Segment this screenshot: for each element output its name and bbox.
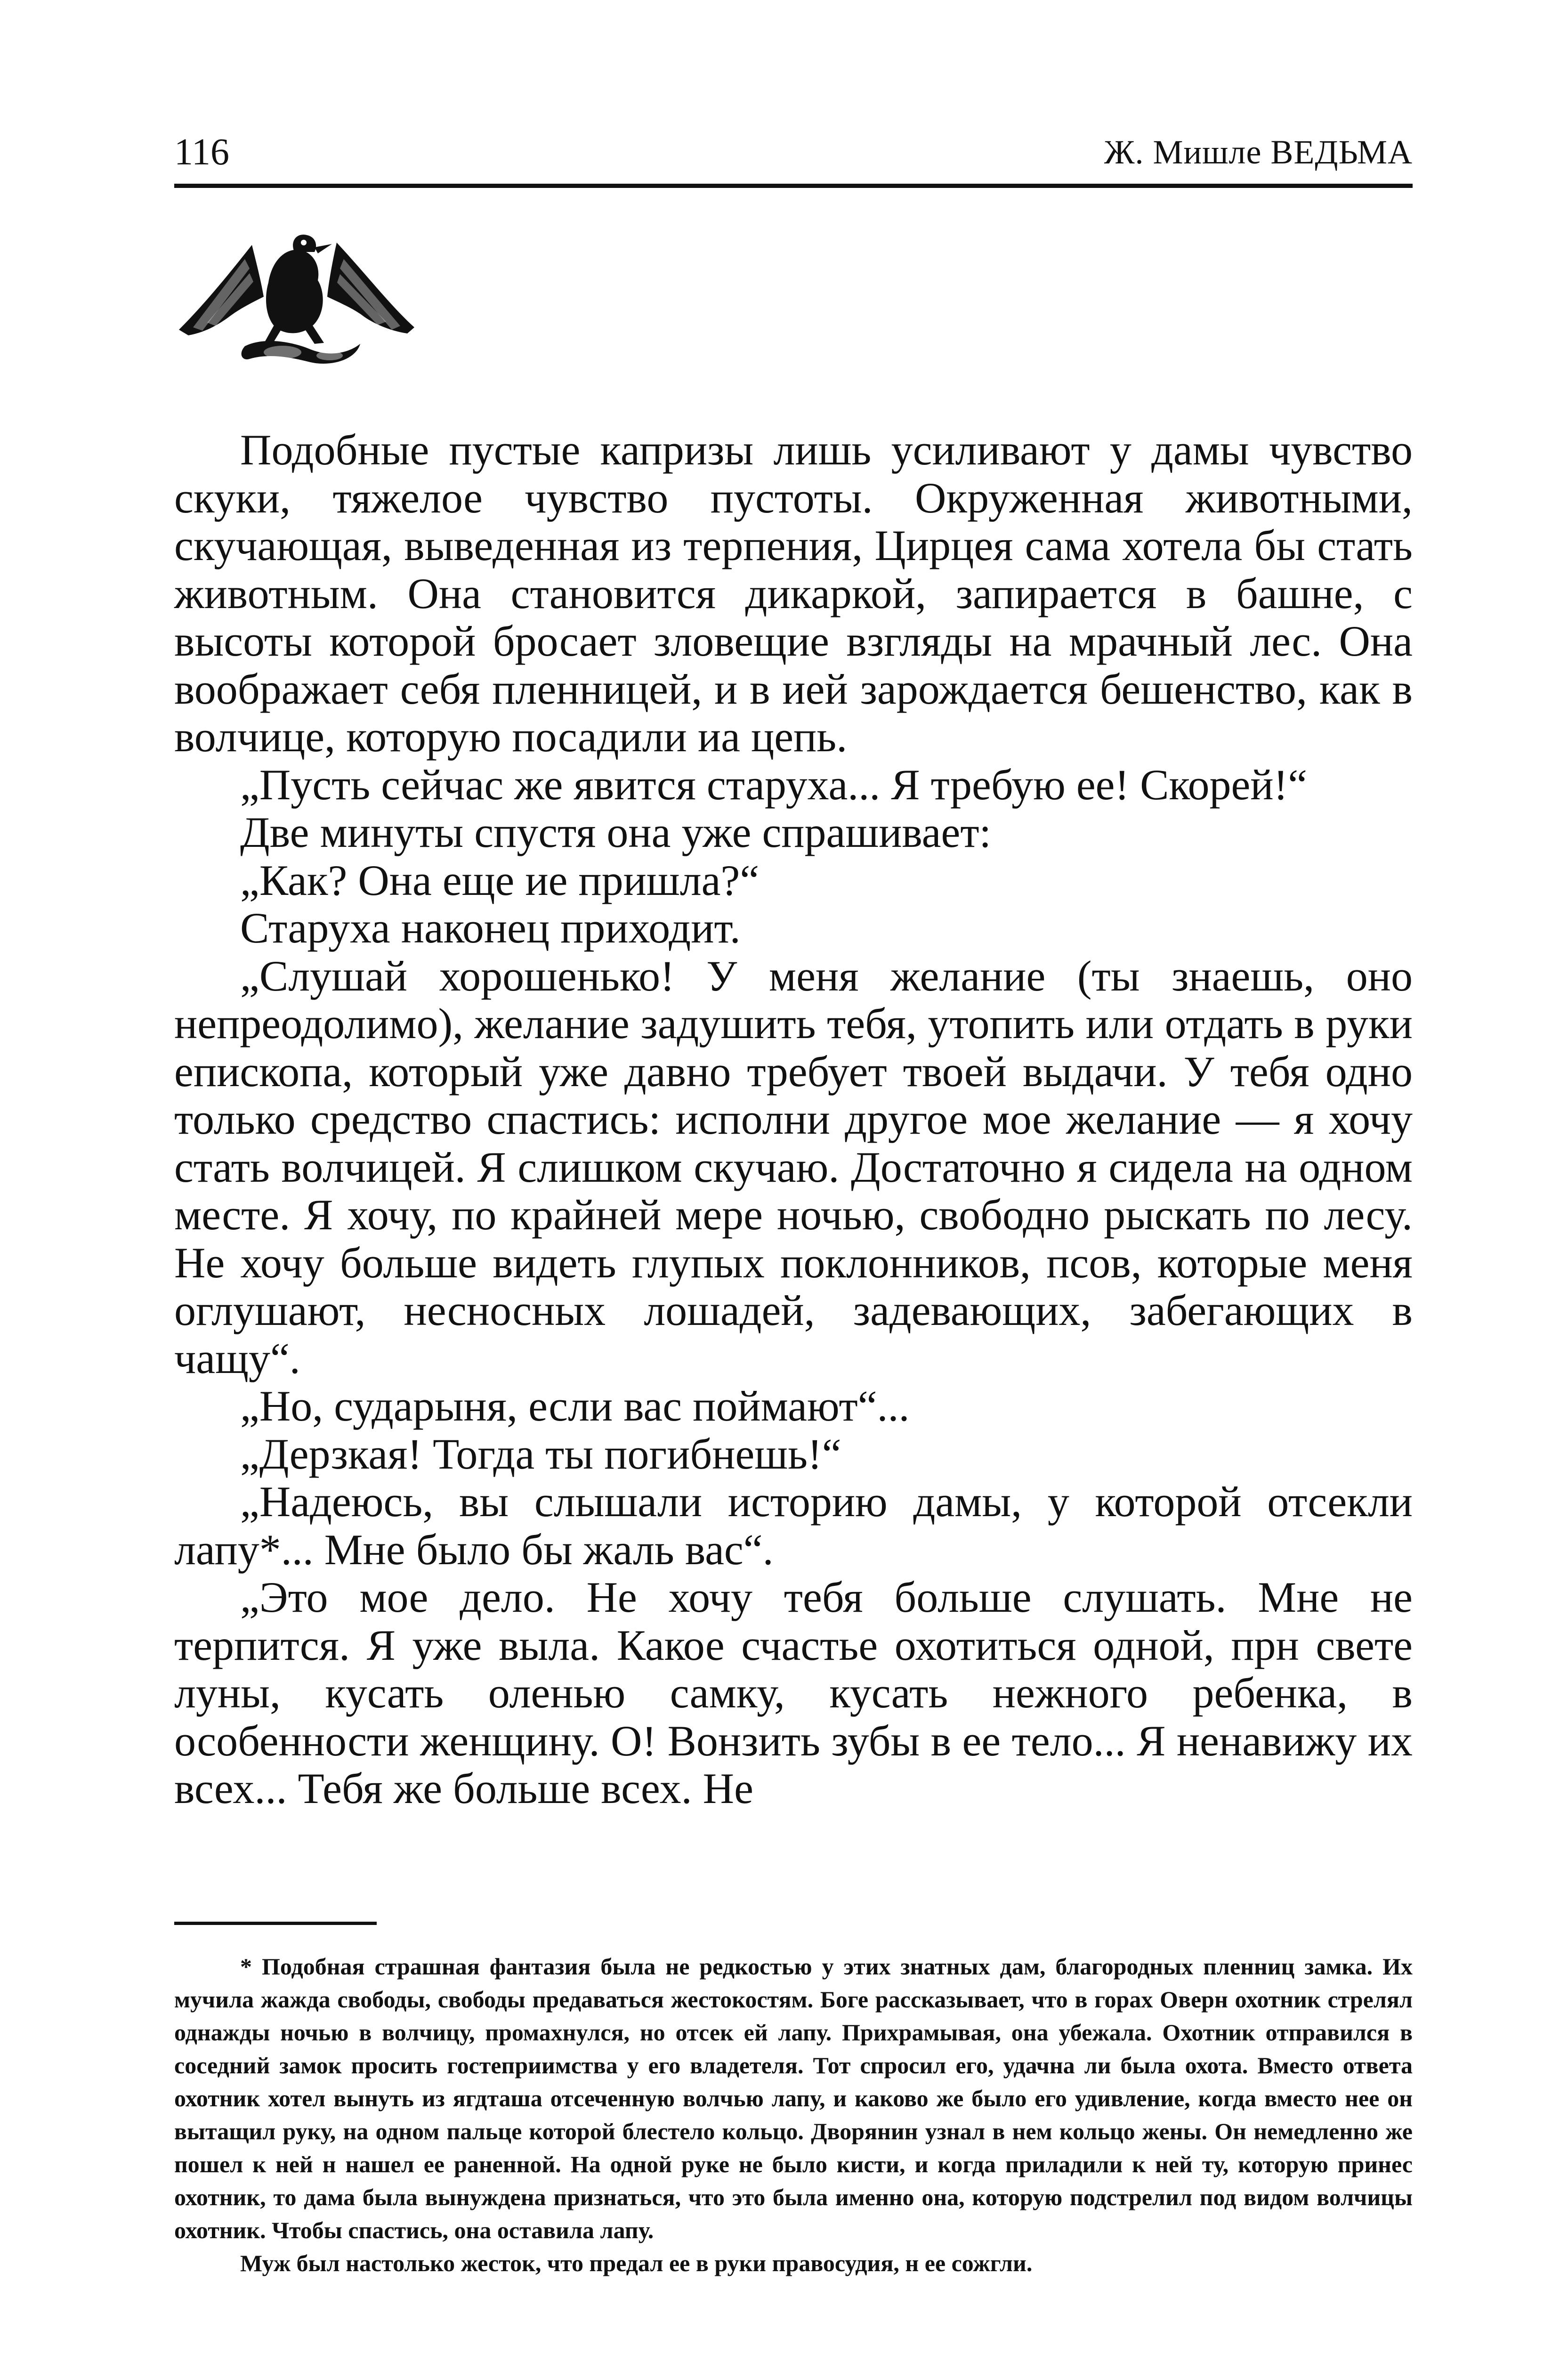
body-paragraph: Старуха наконец приходит. <box>240 904 741 952</box>
page-number: 116 <box>174 131 230 173</box>
footnote-paragraph: * Подобная страшная фантазия была не редкостью у этих знатных дам, благородных пленниц замка. Их мучила жажда свободы, свободы предаваться жестокостям. Боге рассказывает, что в горах Оверн охотник стрелял однажды ночью в волчицу, промахнулся, но отсек ей лапу. Прихрамывая, она убежала. Охотник отправился в соседний замок просить гостеприимства у его владетеля. Тот спросил его, удачна ли была охота. Вместо ответа охотник хотел вынуть из ягдташа отсеченную волчью лапу, и каково же было его удивление, когда вместо нее он вытащил руку, на одном пальце которой блестело кольцо. Дворянин узнал в нем кольцо жены. Он немедленно же пошел к ней н нашел ее раненной. На одной руке не было кисти, и когда приладили к ней ту, которую принес охотник, то дама была вынуждена признаться, что это была именно она, которую подстрелил под видом волчицы охотник. Чтобы спастись, она оставила лапу. <box>174 1953 1413 2243</box>
body-paragraph: „Как? Она еще ие пришла?“ <box>240 856 760 904</box>
footnotes <box>174 1950 1413 2280</box>
running-head: Ж. Мишле ВЕДЬМА <box>1104 133 1413 171</box>
body-paragraph: Две минуты спустя она уже спрашивает: <box>240 808 992 856</box>
body-paragraph: „Дерзкая! Тогда ты погибнешь!“ <box>240 1429 841 1478</box>
body-paragraph: Подобные пустые капризы лишь усиливают у дамы чувство скуки, тяжелое чувство пустоты. Окруженная животными, скучающая, выведенная из терпения, Цирцея сама хотела бы стать животным. Она становится дикаркой, запирается в башне, с высоты которой бросает зловещие взгляды на мрачный лес. Она воображает себя пленницей, и в ией зарождается бешенство, как в волчице, которую посадили иа цепь. <box>174 426 1413 761</box>
header-rule <box>174 184 1413 188</box>
page-header <box>174 126 1413 178</box>
body-paragraph: „Пусть сейчас же явится старуха... Я требую ее! Скорей!“ <box>240 760 1308 809</box>
footnote-rule <box>174 1922 377 1925</box>
heraldic-dragon-vignette-icon <box>174 226 419 372</box>
body-paragraph: „Слушай хорошенько! У меня желание (ты знаешь, оно непреодолимо), желание задушить тебя, утопить или отдать в руки епископа, который уже давно требует твоей выдачи. У тебя одно только средство спастись: исполни другое мое желание — я хочу стать волчицей. Я слишком скучаю. Достаточно я сидела на одном месте. Я хочу, по крайней мере ночью, свободно рыскать по лесу. Не хочу больше видеть глупых поклонников, псов, которые меня оглушают, несносных лошадей, задевающих, забегающих в чащу“. <box>174 951 1413 1382</box>
body-paragraph: „Но, сударыня, если вас поймают“... <box>240 1382 910 1430</box>
body-paragraph: „Надеюсь, вы слышали историю дамы, у которой отсекли лапу*... Мне было бы жаль вас“. <box>174 1478 1413 1574</box>
main-text <box>174 426 1413 1813</box>
footnote-paragraph: Муж был настолько жесток, что предал ее в руки правосудия, н ее сожгли. <box>240 2250 1033 2276</box>
body-paragraph: „Это мое дело. Не хочу тебя больше слушать. Мне не терпится. Я уже выла. Какое счастье охотиться одной, прн свете луны, кусать оленью самку, кусать нежного ребенка, в особенности женщину. О! Вонзить зубы в ее тело... Я ненавижу их всех... Тебя же больше всех. Не <box>174 1573 1413 1812</box>
